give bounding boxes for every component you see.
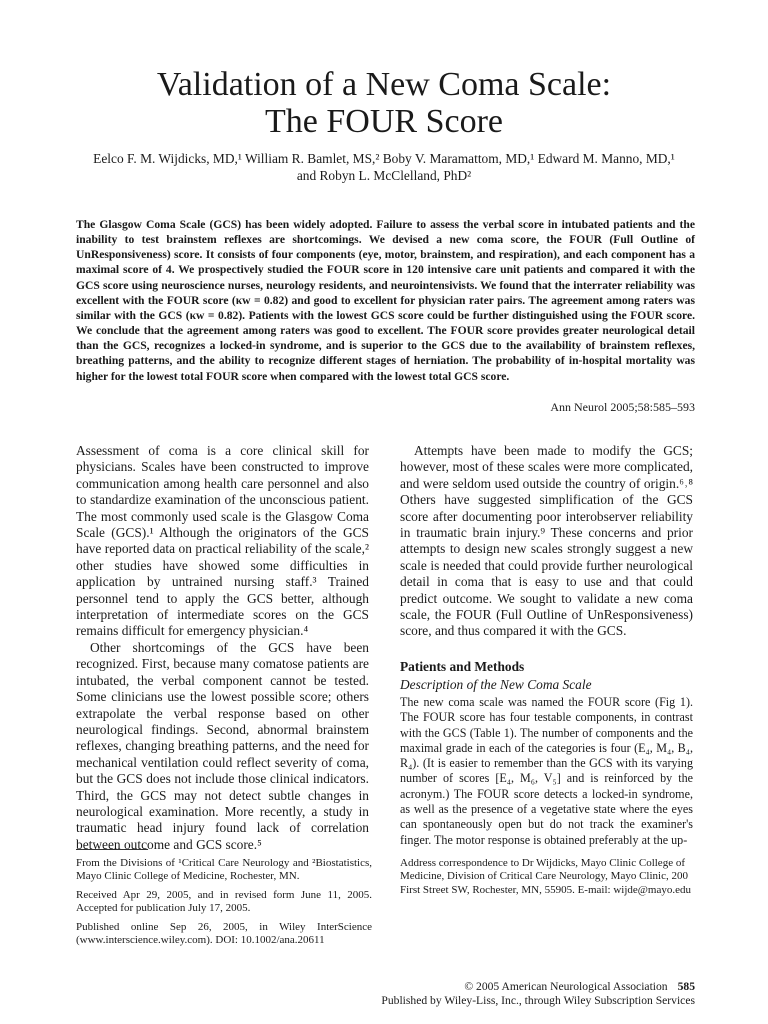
page-number: 585 [677, 980, 695, 993]
footnotes-right [400, 857, 696, 897]
authors-line-2: and Robyn L. McClelland, PhD² [296, 168, 472, 183]
published-note: Published online Sep 26, 2005, in Wiley InterScience (www.interscience.wiley.com). DOI: 10.1002/ana.20611 [76, 920, 372, 947]
section-heading: Patients and Methods [400, 659, 525, 674]
footnotes-left [76, 857, 372, 952]
received-note: Received Apr 29, 2005, and in revised form June 11, 2005. Accepted for publication July 17, 2005. [76, 888, 372, 915]
footer-publisher: Published by Wiley-Liss, Inc., through Wiley Subscription Services [381, 994, 695, 1007]
methods-paragraph-1: The new coma scale was named the FOUR score (Fig 1). The FOUR score has four testable components, in contrast with the GCS (Table 1). The number of components and the maximal grade in each of the categories is four (E₄, M₄, B₄, R₄). (It is easier to remember than the GCS with its varying number of scores [E₄, M₆, V₅] and is reinforced by the acronym.) The FOUR score detects a locked-in syndrome, as well as the presence of a vegetative state where the eyes can spontaneously open but do not track the examiner's finger. The motor response is obtained preferably at the up- [400, 695, 693, 847]
intro-paragraph-3: Attempts have been made to modify the GCS; however, most of these scales were more complicated, and were seldom used outside the country of origin.⁶˒⁸ Others have suggested simplification of the GCS score after documenting poor interobserver reliability in traumatic brain injury.⁹ These concerns and prior attempts to design new scales strongly suggest a new scale is needed that could provide further neurological detail in coma that is easy to use and that could predict outcome. We sought to validate a new coma scale, the FOUR (Full Outline of UnResponsiveness) score, and thus compared it with the GCS. [400, 443, 693, 639]
journal-citation: Ann Neurol 2005;58:585–593 [550, 400, 695, 414]
correspondence-note: Address correspondence to Dr Wijdicks, Mayo Clinic College of Medicine, Division of Critical Care Neurology, Mayo Clinic, 200 First Street SW, Rochester, MN, 55905. E-mail: wijde@mayo.edu [400, 857, 691, 896]
authors-line-1: Eelco F. M. Wijdicks, MD,¹ William R. Bamlet, MS,² Boby V. Maramattom, MD,¹ Edward M. Manno, MD,¹ [93, 151, 675, 166]
article-title [0, 66, 768, 140]
left-column-body [76, 443, 369, 853]
title-line-2: The FOUR Score [265, 103, 503, 140]
author-list [60, 150, 708, 184]
intro-paragraph-1: Assessment of coma is a core clinical skill for physicians. Scales have been constructed to improve communication among health care personnel and also to standardize examination of the unconscious patient. The most commonly used scale is the Glasgow Coma Scale (GCS).¹ Although the originators of the GCS have reported data on practical reliability of the scale,² other studies have showed some difficulties in application by untrained nursing staff.³ Trained personnel tend to apply the GCS better, although interpretation of intermediate scores on the GCS remains difficult for emergency physician.⁴ [76, 443, 369, 639]
footer-copyright-line [464, 980, 695, 993]
abstract: The Glasgow Coma Scale (GCS) has been widely adopted. Failure to assess the verbal score in intubated patients and the inability to test brainstem reflexes are shortcomings. We devised a new coma score, the FOUR (Full Outline of UnResponsiveness) score. It consists of four components (eye, motor, brainstem, and respiration), and each component has a maximal score of 4. We prospectively studied the FOUR score in 120 intensive care unit patients and compared it with the GCS score using neuroscience nurses, neurology residents, and neurointensivists. We found that the interrater reliability was excellent with the FOUR score (κw = 0.82) and good to excellent for physician rater pairs. The agreement among raters was similar with the GCS (κw = 0.82). Patients with the lowest GCS score could be further distinguished using the FOUR score. We conclude that the agreement among raters was good to excellent. The FOUR score provides greater neurological detail than the GCS, recognizes a locked-in syndrome, and is superior to the GCS due to the availability of brainstem reflexes, breathing patterns, and the ability to recognize different stages of herniation. The probability of in-hospital mortality was higher for the lowest total FOUR score when compared with the lowest total GCS score. [76, 218, 695, 383]
copyright-text: © 2005 American Neurological Association [464, 980, 668, 993]
intro-paragraph-2: Other shortcomings of the GCS have been recognized. First, because many comatose patients are intubated, the verbal component cannot be tested. Some clinicians use the lowest possible score; others extrapolate the verbal response based on other neurological findings. Second, abnormal brainstem reflexes, changing breathing patterns, and the need for mechanical ventilation could reflect severity of coma, but the GCS does not include those clinical indicators. Third, the GCS may not detect subtle changes in neurological examination. More recently, a study in traumatic head injury found lack of correlation between outcome and GCS score.⁵ [76, 639, 369, 852]
subsection-heading: Description of the New Coma Scale [400, 677, 592, 692]
methods-body [400, 695, 693, 848]
affiliation-note: From the Divisions of ¹Critical Care Neurology and ²Biostatistics, Mayo Clinic College of Medicine, Rochester, MN. [76, 857, 372, 883]
right-column-body [400, 443, 693, 640]
footnote-divider [76, 849, 148, 850]
title-line-1: Validation of a New Coma Scale: [156, 66, 612, 103]
